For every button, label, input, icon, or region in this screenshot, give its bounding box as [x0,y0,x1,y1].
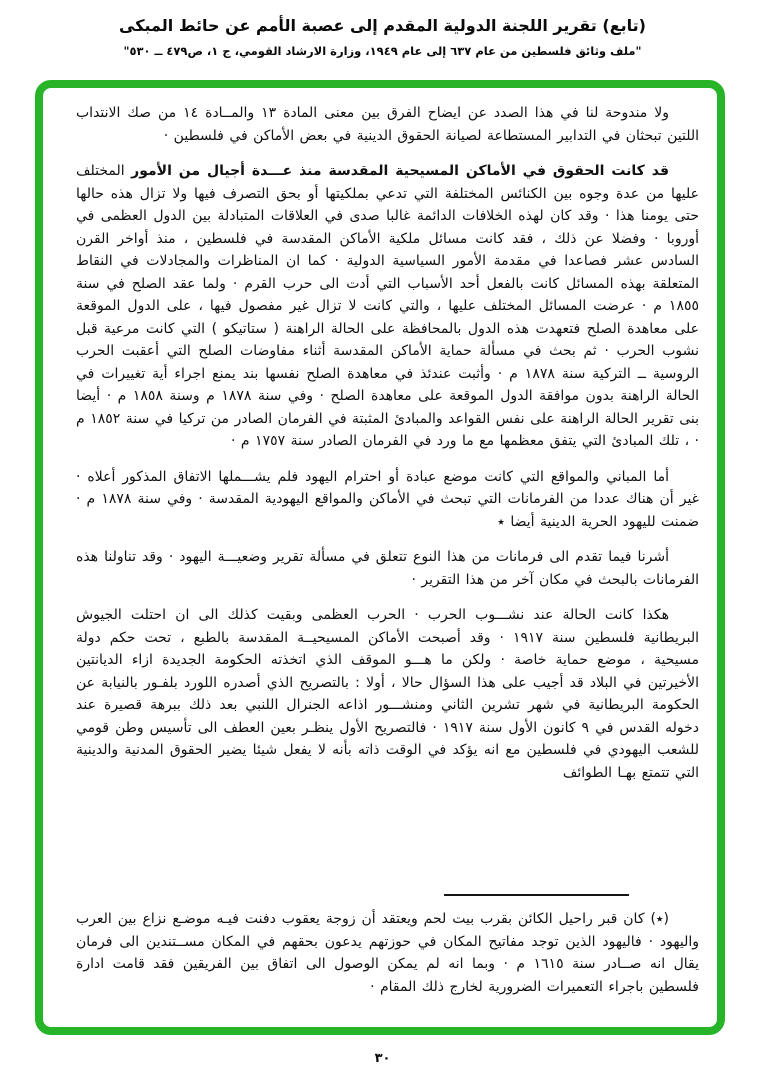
document-title: (تابع) تقرير اللجنة الدولية المقدم إلى عصبة الأمم عن حائط المبكى [119,16,646,35]
document-source-citation: "ملف وثائق فلسطين من عام ٦٣٧ إلى عام ١٩٤٩، وزارة الارشاد القومي، ج ١، ص٤٧٩ ــ ٥٣٠" [123,44,642,58]
page-number: ٣٠ [374,1051,391,1066]
paragraph-text: ولا مندوحة لنا في هذا الصدد عن ايضاح الفرق بين معنى المادة ١٣ والمــادة ١٤ من صك الانتداب اللتين تبحثان في التدابير المستطاعة لصيانة الحقوق الدينية في بعض الأماكن في فلسطين · [76,105,699,144]
document-body [43,88,717,1027]
body-paragraph [76,466,699,534]
green-border-frame [35,80,725,1035]
document-header [0,16,765,58]
body-paragraph [76,604,699,784]
body-paragraph [76,102,699,147]
paragraph-text: هكذا كانت الحالة عند نشـــوب الحرب · الحرب العظمى وبقيت كذلك الى ان احتلت الجيوش البريطانية فلسطين سنة ١٩١٧ · وقد أصبحت الأماكن المسيحيــة المقدسة بالطبع ، تحت حكم دولة مسيحية ، موضع حماية خاصة · ولكن ما هـــو الموقف الذي اتخذته الحكومة الجديدة ازاء الديانتين الأخيرتين في البلاد قد أجيب على هذا السؤال حالا ، أولا : بالتصريح الذي أصدره اللورد بلفـور بالنيابة عن الحكومة البريطانية في شهر تشرين الثاني ومنشـــور اذاعه الجنرال اللنبي بعد ذلك ببرهة قصيرة عند دخوله القدس في ٩ كانون الأول سنة ١٩١٧ · فالتصريح الأول ينظـر بعين العطف الى تأسيس وطن قومي للشعب اليهودي في فلسطين مع انه يؤكد في الوقت ذاته بأنه لا يفعل شيئا يضير الحقوق المدنية والدينية التي تتمتع بهـا الطوائف [76,607,700,781]
paragraph-text: المختلف عليها من عدة وجوه بين الكنائس المختلفة التي تدعي بملكيتها أو بحق التصرف فيها ولا تزال هذه حالها حتى يومنا هذا · وقد كان لهذه الخلافات الدائمة غالبا صدى في العلاقات المتبادلة بين الدول العظمى في أوروبا · وفضلا عن ذلك ، فقد كانت مسائل ملكية الأماكن المقدسة في فلسطين ، منذ أواخر القرن السادس عشر فصاعدا في مقدمة الأمور السياسية الدولية · كما ان المناظرات والمجادلات في النقاط المتعلقة بهذه المسائل كانت بالفعل أحد الأسباب التي أدت الى حرب القرم · ولما عقد الصلح في سنة ١٨٥٥ م · عرضت المسائل المختلف عليها ، والتي كانت لا تزال غير مفصول فيها ، على الدول الموقعة على معاهدة الصلح فتعهدت هذه الدول بالمحافظة على الحالة الراهنة ( ستاتيكو ) التي كانت مرعية قبل نشوب الحرب · ثم بحث في مسألة حماية الأماكن المقدسة أثناء مفاوضات الصلح التي أعقبت الحرب الروسية ــ التركية سنة ١٨٧٨ م · وأثبت عندئذ في معاهدة الصلح نفسها بند يمنع اجراء أية تغييرات في الحالة الراهنة بدون موافقة الدول الموقعة على معاهدة الصلح · وفي سنة ١٨٧٨ م وسنة ١٨٥٨ م · أيضا بنى تقرير الحالة الراهنة على نفس القواعد والمبادئ المثبتة في الفرمان الصادر من تركيا في سنة ١٨٥٢ م · ، تلك المبادئ التي يتفق معظمها مع ما ورد في الفرمان الصادر سنة ١٧٥٧ م · [76,163,699,449]
footnote-block [76,894,699,1011]
footnote-divider [444,894,629,896]
body-paragraph [76,160,699,453]
body-paragraph [76,546,699,591]
paragraph-text: أما المباني والمواقع التي كانت موضع عبادة أو احترام اليهود فلم يشـــملها الاتفاق المذكور أعلاه · غير أن هناك عددا من الفرمانات التي تبحث في الأماكن والمواقع اليهودية المقدسة · وفي سنة ١٨٧٨ م · ضمنت لليهود الحرية الدينية أيضا ٭ [76,468,699,530]
paragraph-lead: قد كانت الحقوق في الأماكن المسيحية المقدسة منذ عـــدة أجيال من الأمور [131,163,669,179]
footnote-text: (٭) كان قبر راحيل الكائن بقرب بيت لحم ويعتقد أن زوجة يعقوب دفنت فيـه موضـع نزاع بين العرب واليهود · فاليهود الذين توجد مفاتيح المكان في حوزتهم يدعون بحقهم في المكان مســتندين الى فرمان يقال انه صــادر سنة ١٦١٥ م · وبما انه لم يمكن الوصول الى اتفاق بين الفريقين فقد قامت ادارة فلسطين باجراء التعميرات الضرورية لخارج ذلك المقام · [76,911,699,995]
paragraph-text: أشرنا فيما تقدم الى فرمانات من هذا النوع تتعلق في مسألة تقرير وضعيـــة اليهود · وقد تناولنا هذه الفرمانات بالبحث في مكان آخر من هذا التقرير · [76,549,699,588]
